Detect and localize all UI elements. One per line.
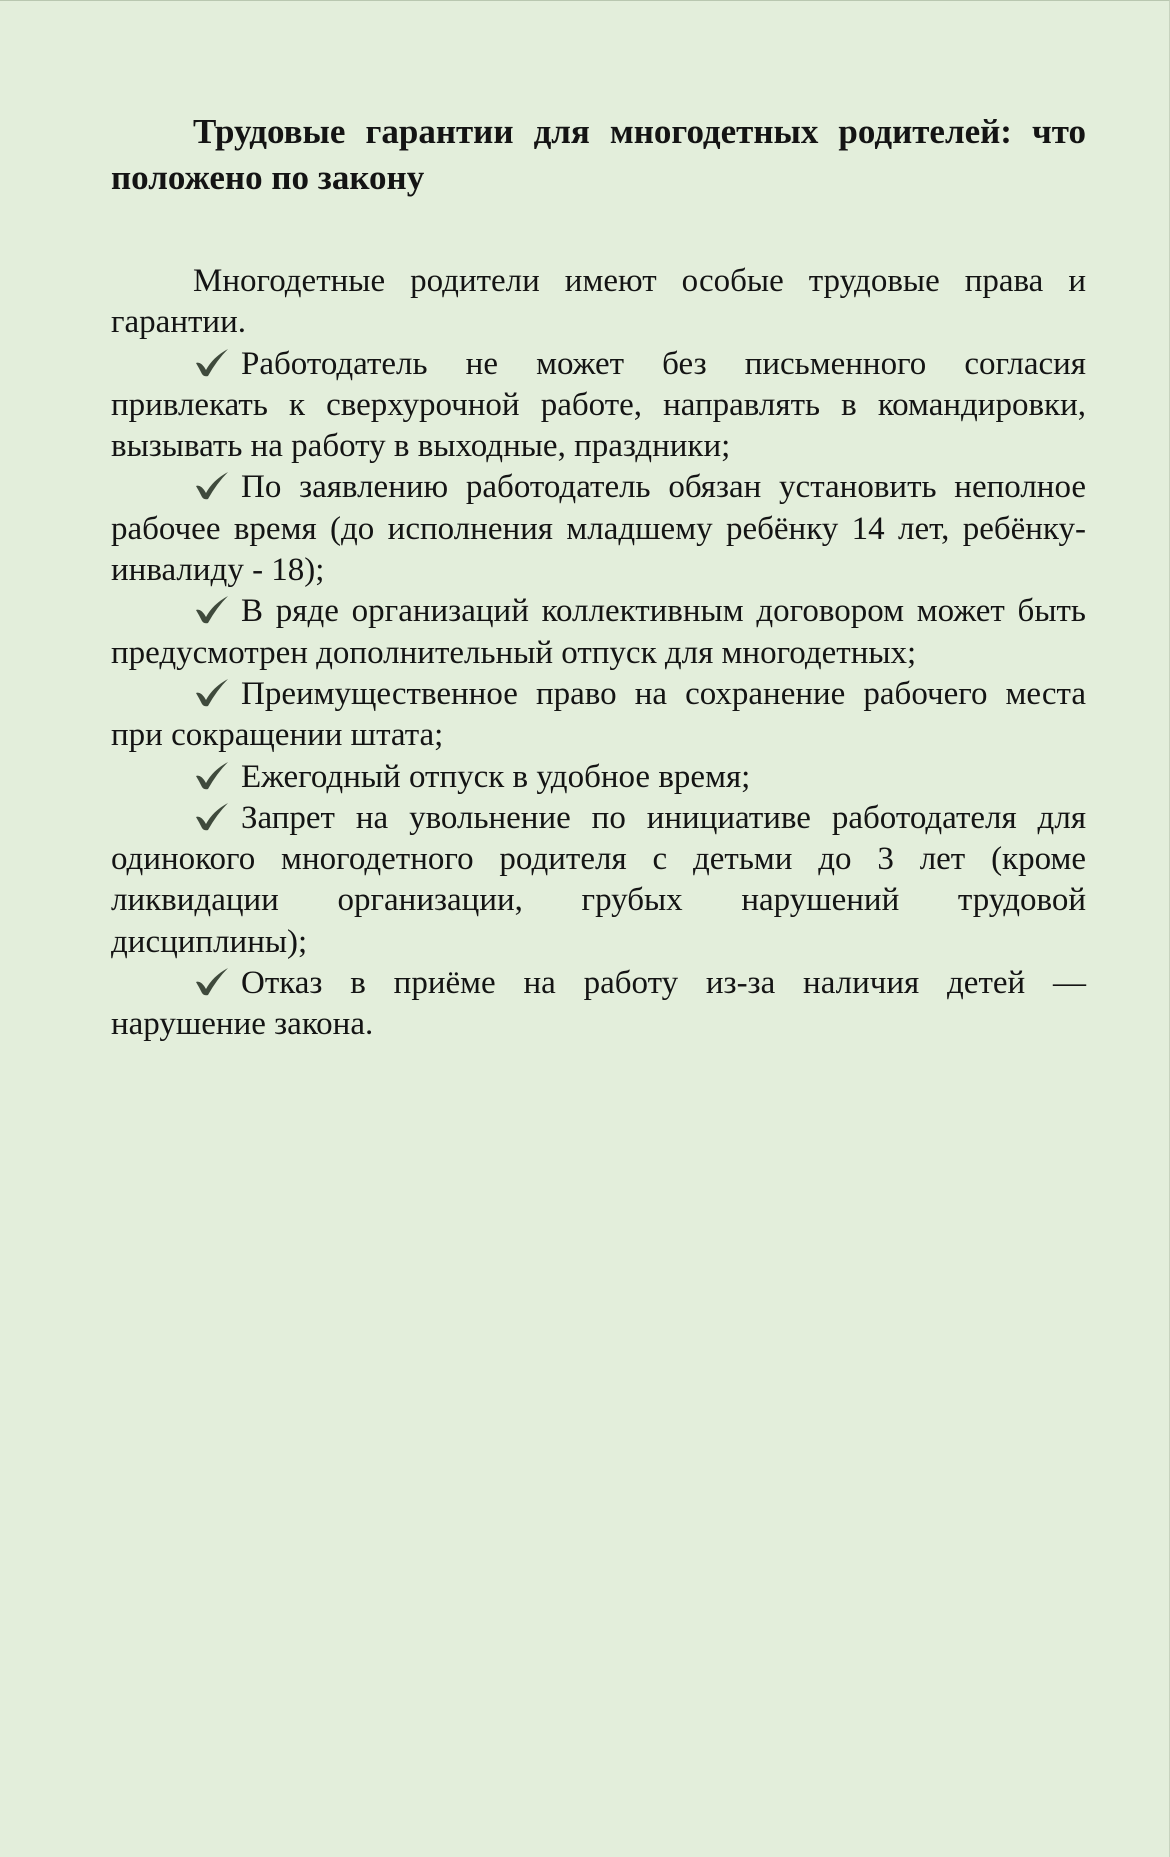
check-mark-icon	[193, 966, 231, 996]
list-item-text: Преимущественное право на сохранение рабочего места при сокращении штата;	[111, 675, 1086, 754]
guarantees-list	[111, 344, 1086, 1046]
list-item	[111, 757, 1086, 798]
list-item-text: Работодатель не может без письменного согласия привлекать к сверхурочной работе, направлять в командировки, вызывать на работу в выходные, праздники;	[111, 345, 1086, 465]
list-item-text: Отказ в приёме на работу из-за наличия детей — нарушение закона.	[111, 965, 1086, 1043]
check-mark-icon	[193, 677, 231, 707]
list-item-text: Ежегодный отпуск в удобное время;	[241, 758, 751, 795]
list-item-text: По заявлению работодатель обязан установить неполное рабочее время (до исполнения младшему ребёнку 14 лет, ребёнку-инвалиду - 18);	[111, 469, 1086, 589]
list-item	[111, 344, 1086, 468]
list-item-text: Запрет на увольнение по инициативе работодателя для одинокого многодетного родителя с детьми до 3 лет (кроме ликвидации организации, грубых нарушений трудовой дисциплины);	[111, 799, 1086, 960]
document-title: Трудовые гарантии для многодетных родителей: что положено по закону	[111, 112, 1086, 197]
list-item	[111, 798, 1086, 963]
check-mark-icon	[193, 760, 231, 790]
list-item	[111, 963, 1086, 1046]
check-mark-icon	[193, 594, 231, 624]
check-mark-icon	[193, 470, 231, 500]
intro-paragraph: Многодетные родители имеют особые трудовые права и гарантии.	[111, 263, 1086, 341]
check-mark-icon	[193, 347, 231, 377]
document-content	[111, 109, 1086, 1046]
list-item	[111, 467, 1086, 591]
list-item	[111, 591, 1086, 674]
list-item	[111, 674, 1086, 757]
check-mark-icon	[193, 801, 231, 831]
list-item-text: В ряде организаций коллективным договором может быть предусмотрен дополнительный отпуск для многодетных;	[111, 593, 1086, 671]
